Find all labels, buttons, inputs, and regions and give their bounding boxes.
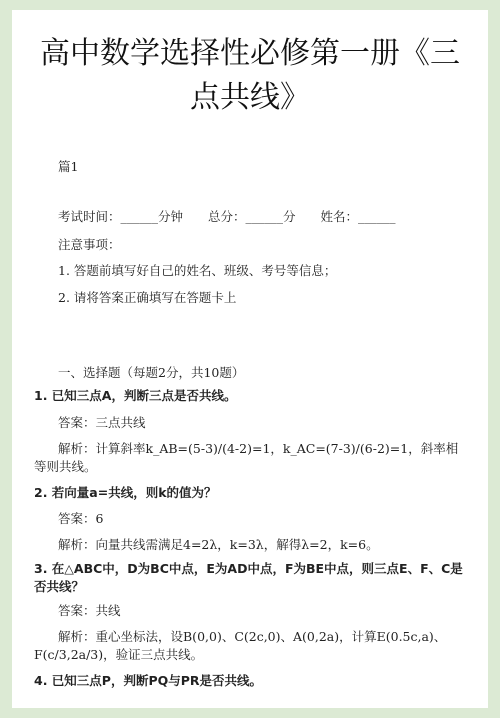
analysis-1: 解析：计算斜率k_AB=(5-3)/(4-2)=1，k_AC=(7-3)/(6-2)=1，斜率相等则共线。 bbox=[34, 441, 459, 474]
answer-2: 答案：6 bbox=[58, 511, 104, 526]
analysis-2: 解析：向量共线需满足4=2λ，k=3λ，解得λ=2，k=6。 bbox=[58, 537, 379, 552]
document-title: 高中数学选择性必修第一册《三点共线》 bbox=[40, 36, 460, 115]
page-border-left bbox=[0, 0, 12, 718]
question-4: 4. 已知三点P，判断PQ与PR是否共线。 bbox=[34, 673, 263, 688]
question-3: 3. 在△ABC中，D为BC中点，E为AD中点，F为BE中点，则三点E、F、C是否共线？ bbox=[34, 561, 463, 594]
page-border-top bbox=[0, 0, 500, 10]
notes-header: 注意事项： bbox=[58, 237, 121, 252]
page-border-right bbox=[488, 0, 500, 718]
part-header: 一、选择题（每题2分，共10题） bbox=[58, 365, 245, 380]
question-1: 1. 已知三点A，判断三点是否共线。 bbox=[34, 388, 237, 403]
note-2: 2. 请将答案正确填写在答题卡上 bbox=[58, 290, 237, 305]
note-1: 1. 答题前填写好自己的姓名、班级、考号等信息； bbox=[58, 263, 337, 278]
answer-3: 答案：共线 bbox=[58, 603, 121, 618]
analysis-3: 解析：重心坐标法，设B(0,0)、C(2c,0)、A(0,2a)，计算E(0.5c,a)、F(c/3,2a/3)，验证三点共线。 bbox=[34, 629, 447, 662]
exam-info: 考试时间：______分钟 总分：______分 姓名：______ bbox=[58, 209, 396, 224]
section-label: 篇1 bbox=[58, 159, 79, 174]
question-2: 2. 若向量a=共线，则k的值为？ bbox=[34, 485, 217, 500]
page-border-bottom bbox=[0, 708, 500, 718]
answer-1: 答案：三点共线 bbox=[58, 415, 146, 430]
